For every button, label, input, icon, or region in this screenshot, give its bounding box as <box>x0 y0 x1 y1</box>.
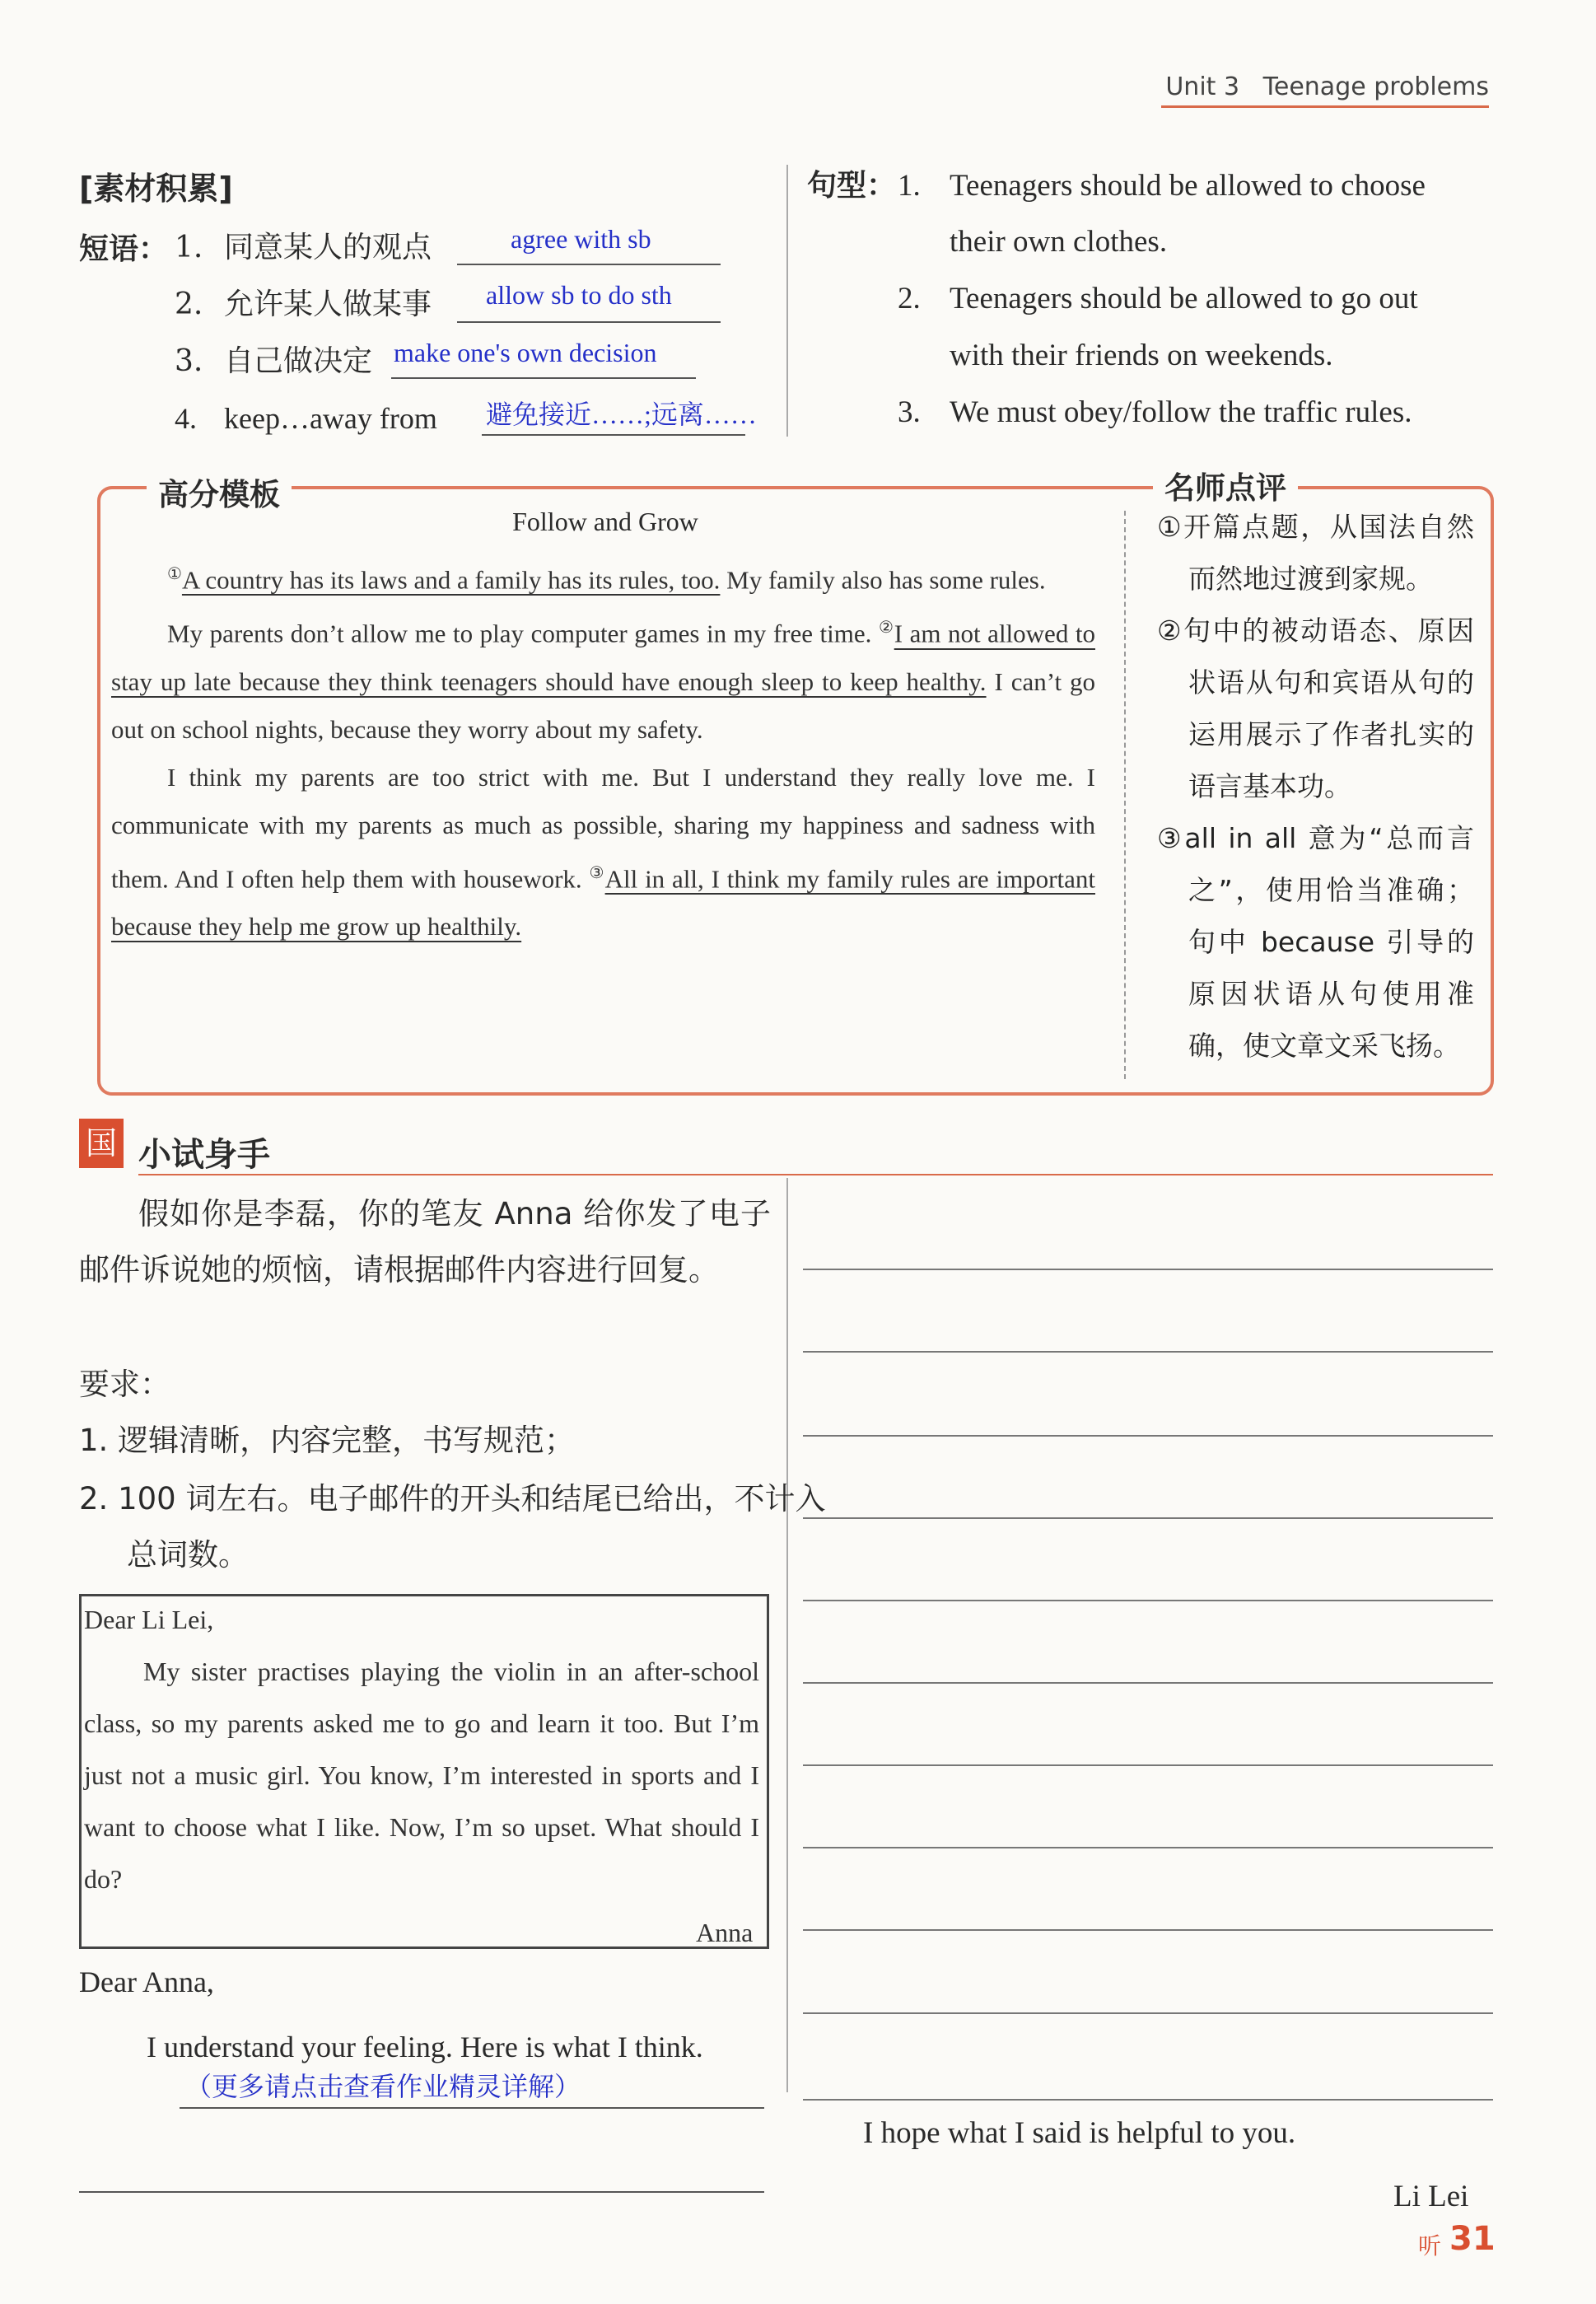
comments-list <box>1157 501 1474 1072</box>
template-inner-divider <box>1124 511 1126 1079</box>
sentence-1-num: 1. <box>898 169 921 203</box>
sentence-3-num: 3. <box>898 395 921 429</box>
comment-1: ①开篇点题，从国法自然而然地过渡到家规。 <box>1157 511 1474 595</box>
marker-2: ② <box>878 619 894 638</box>
phrase-4-answer: 避免接近……;远离…… <box>486 400 757 429</box>
comments-label: 名师点评 <box>1153 463 1298 507</box>
materials-section-label: [素材积累] <box>79 171 233 207</box>
phrase-2-answer: allow sb to do sth <box>486 280 672 310</box>
sentence-2-line2: with their friends on weekends. <box>950 339 1333 372</box>
sentence-2-line1: Teenagers should be allowed to go out <box>950 282 1418 315</box>
phrase-4-en: keep…away from <box>224 402 437 435</box>
writing-line <box>803 1764 1493 1766</box>
closing-sentence: I hope what I said is helpful to you. <box>863 2116 1296 2150</box>
template-label: 高分模板 <box>147 470 292 514</box>
header-rule <box>1161 105 1489 108</box>
reply-handwriting: （更多请点击查看作业精灵详解） <box>185 2072 581 2101</box>
practice-prompt: 假如你是李磊，你的笔友 Anna 给你发了电子邮件诉说她的烦恼，请根据邮件内容进行回复。 <box>79 1196 771 1288</box>
essay-underline-2: I am not allowed to stay up late because they think teenagers should have enough sleep to keep healthy. <box>111 619 1095 696</box>
essay-p1-rest: My family also has some rules. <box>720 565 1046 595</box>
requirements-label: 要求： <box>79 1367 170 1402</box>
sentence-3-line1: We must obey/follow the traffic rules. <box>950 395 1412 429</box>
phrase-4-blank <box>482 434 745 436</box>
essay-underline-1: A country has its laws and a family has its rules, too. <box>181 565 721 595</box>
phrase-3-answer: make one's own decision <box>394 338 657 367</box>
comment-3: ③all in all 意为“总而言之”，使用恰当准确；句中 because 引导的原因状语从句使用准确，使文章文采飞扬。 <box>1157 822 1474 1062</box>
essay-p3-a: I think my parents are too strict with me. But I understand they really love me. I communicate with my parents as much as possible, sharing my happiness and sadness with them. And I often help them with housework. <box>111 762 1095 893</box>
anna-letter-body: My sister practises playing the violin in an after-school class, so my parents asked me to go and learn it too. But I’m just not a music girl. You know, I’m interested in sports and I want to choose what I like. Now, I’m so upset. What should I do? <box>84 1657 759 1894</box>
writing-line <box>803 2012 1493 2014</box>
practice-column-divider <box>786 1178 788 2092</box>
sentence-1-line1: Teenagers should be allowed to choose <box>950 169 1426 203</box>
phrase-4-num: 4. <box>175 402 197 435</box>
essay-underline-3: All in all, I think my family rules are important because they help me grow up healthily. <box>111 863 1095 941</box>
anna-letter-greeting: Dear Li Lei, <box>84 1605 214 1634</box>
marker-1: ① <box>167 565 182 583</box>
essay-paragraph-1 <box>111 550 1095 604</box>
column-divider <box>786 165 788 437</box>
writing-line <box>803 1600 1493 1601</box>
comment-2: ②句中的被动语态、原因状语从句和宾语从句的运用展示了作者扎实的语言基本功。 <box>1157 615 1474 802</box>
writing-line <box>803 1517 1493 1519</box>
reply-blank-2 <box>79 2191 764 2193</box>
sentence-2-num: 2. <box>898 282 921 315</box>
anna-letter-sign: Anna <box>696 1918 754 1947</box>
essay-p2-rest: I can’t go out on school nights, because they worry about my safety. <box>111 666 1096 744</box>
signature: Li Lei <box>1393 2180 1469 2213</box>
sentence-1-line2: their own clothes. <box>950 225 1168 259</box>
phrase-2-num: 2. <box>175 287 203 321</box>
writing-line <box>803 1682 1493 1684</box>
marker-3: ③ <box>589 863 605 882</box>
writing-line <box>803 2099 1493 2101</box>
unit-label: Unit 3 <box>1165 72 1240 101</box>
listen-label: 听 <box>1418 2232 1442 2260</box>
phrase-1-num: 1. <box>175 231 203 264</box>
requirement-2: 2. 100 词左右。电子邮件的开头和结尾已给出，不计入总词数。 <box>79 1481 826 1573</box>
reply-blank-1 <box>180 2107 764 2109</box>
phrase-2-blank <box>457 321 721 323</box>
phrase-1-answer: agree with sb <box>511 224 651 254</box>
writing-line <box>803 1269 1493 1270</box>
writing-line <box>803 1351 1493 1353</box>
essay-title: Follow and Grow <box>512 507 698 536</box>
unit-topic: Teenage problems <box>1262 72 1489 101</box>
writing-line <box>803 1929 1493 1931</box>
phrase-3-num: 3. <box>175 344 203 378</box>
practice-title: 小试身手 <box>138 1136 270 1174</box>
phrase-3-cn: 自己做决定 <box>224 344 373 378</box>
essay-paragraph-3 <box>111 754 1095 951</box>
page-number: 31 <box>1449 2220 1496 2258</box>
phrase-label: 短语： <box>79 232 169 266</box>
practice-section-icon: 国 <box>79 1119 124 1168</box>
phrase-1-blank <box>457 264 721 265</box>
practice-title-rule <box>138 1174 1493 1175</box>
essay-body <box>111 550 1095 951</box>
reply-greeting: Dear Anna, <box>79 1965 214 1998</box>
sentence-label: 句型： <box>807 169 897 203</box>
page-header <box>1165 72 1489 101</box>
reply-start: I understand your feeling. Here is what I think. <box>147 2031 703 2063</box>
essay-paragraph-2 <box>111 604 1095 753</box>
phrase-2-cn: 允许某人做某事 <box>224 287 432 321</box>
essay-p2-a: My parents don’t allow me to play computer games in my free time. <box>167 619 879 648</box>
requirement-1: 1. 逻辑清晰，内容完整，书写规范； <box>79 1423 576 1458</box>
writing-line <box>803 1847 1493 1848</box>
writing-line <box>803 1435 1493 1437</box>
phrase-3-blank <box>391 377 696 379</box>
phrase-1-cn: 同意某人的观点 <box>224 231 432 264</box>
